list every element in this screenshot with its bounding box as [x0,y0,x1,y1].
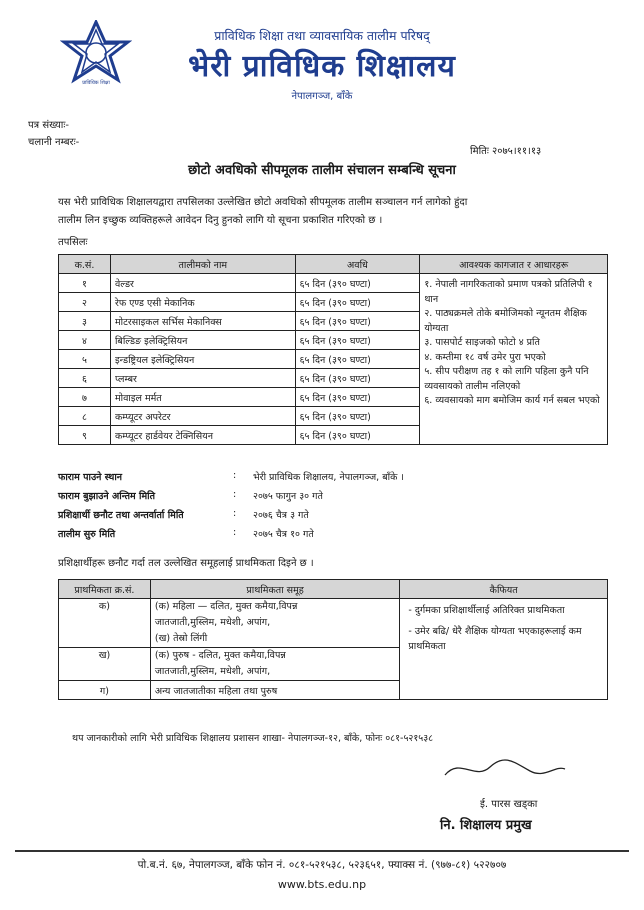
signature-scribble [440,755,570,783]
intro-line: तालीम लिन इच्छुक व्यक्तिहरूले आवेदन दिनु हुनको लागि यो सूचना प्रकाशित गरिएको छ । [58,215,383,226]
contact-info: थप जानकारीको लागि भेरी प्राविधिक शिक्षालय प्रशासन शाखा- नेपालगञ्ज-१२, बाँके, फोनः ०८१-५२१५३८ [72,733,434,744]
row-sn: २ [59,293,111,312]
row-sn: ५ [59,350,111,369]
training-duration: ६५ दिन (३९० घण्टा) [295,369,420,388]
priority-table [58,579,608,700]
requirement-item: ४. कम्तीमा १८ वर्ष उमेर पुरा भएको [424,351,546,363]
training-duration: ६५ दिन (३९० घण्टा) [295,312,420,331]
table-header: प्राथमिकता समूह [150,580,400,599]
remarks-cell [400,599,608,700]
info-value: २०७५ चैत्र १० गते [253,529,314,540]
training-name: बिल्डिङ इलेक्ट्रिसियन [110,331,295,350]
table-header: क.सं. [59,255,111,274]
row-sn: ३ [59,312,111,331]
school-name: भेरी प्राविधिक शिक्षालय [188,49,456,84]
remark-item: - दुर्गमका प्रशिक्षार्थीलाई अतिरिक्त प्राथमिकता [408,605,565,616]
row-sn: ८ [59,407,111,426]
table-header: आवश्यक कागजात र आधारहरू [420,255,608,274]
table-header: तालीमको नाम [110,255,295,274]
info-row [58,508,618,526]
patra-sankhya: पत्र संख्याः- [28,120,70,131]
info-label: प्रशिक्षार्थी छनौट तथा अन्तर्वार्ता मिति [58,510,184,521]
training-name: प्लम्बर [110,369,295,388]
requirement-item: ३. पासपोर्ट साइजको फोटो ४ प्रति [424,337,540,348]
training-name: वेल्डर [110,274,295,293]
info-colon: : [233,527,237,538]
intro-paragraph [58,194,603,230]
info-list [58,470,618,560]
table-header: अवधि [295,255,420,274]
priority-group: अन्य जातजातीका महिला तथा पुरुष [150,681,400,700]
requirement-item: २. पाठ्यक्रमले तोके बमोजिमको न्यूनतम शैक्षिक योग्यता [424,308,587,334]
priority-line: जातजाती,मुस्लिम, मधेशी, अपांग, [154,617,271,628]
notice-subject: छोटो अवधिको सीपमूलक तालीम संचालन सम्बन्धि सूचना [188,163,456,178]
row-sn: १ [59,274,111,293]
priority-sn: क) [59,599,151,648]
info-value: भेरी प्राविधिक शिक्षालय, नेपालगञ्ज, बाँके । [253,472,405,483]
priority-intro: प्रशिक्षार्थीहरू छनौट गर्दा तल उल्लेखित समूहलाई प्राथमिकता दिइने छ । [58,558,314,569]
footer-address: पो.ब.नं. ६७, नेपालगञ्ज, बाँके फोन नं. ०८१-५२१५३८, ५२३६५१, फ्याक्स नं. (९७७-८१) ५२२७०७ [137,859,507,871]
info-value: २०७६ चैत्र ३ गते [253,510,309,521]
row-sn: ४ [59,331,111,350]
priority-sn: ख) [59,648,151,681]
info-row [58,527,618,545]
training-name: मोटरसाइकल सर्भिस मेकानिक्स [110,312,295,331]
info-colon: : [233,470,237,481]
row-sn: ६ [59,369,111,388]
school-location: नेपालगञ्ज, बाँके [291,91,353,102]
signatory-name: ई. पारस खड्का [480,799,538,810]
priority-line: (क) महिला — दलित, मुक्त कमैया,विपन्न [154,601,298,612]
info-value: २०७५ फागुन ३० गते [253,491,323,502]
remark-item: - उमेर बढि/ धेरै शैक्षिक योग्यता भएकाहरूलाई कम प्राथमिकता [408,626,582,652]
notice-date: मितिः २०७५।११।१३ [470,146,542,157]
training-duration: ६५ दिन (३९० घण्टा) [295,274,420,293]
table-header: कैफियत [400,580,608,599]
info-row [58,470,618,488]
table-row [59,274,608,293]
training-table [58,254,608,445]
tapasil-label: तपसिलः [58,237,88,248]
training-duration: ६५ दिन (३९० घण्टा) [295,350,420,369]
priority-line: (क) पुरुष - दलित, मुक्त कमैया,विपन्न [154,650,286,661]
training-duration: ६५ दिन (३९० घण्टा) [295,407,420,426]
row-sn: ९ [59,426,111,445]
training-duration: ६५ दिन (३९० घण्टा) [295,293,420,312]
priority-group [150,648,400,681]
training-duration: ६५ दिन (३९० घण्टा) [295,331,420,350]
info-label: फाराम बुझाउने अन्तिम मिति [58,491,156,502]
info-label: फाराम पाउने स्थान [58,472,123,483]
priority-sn: ग) [59,681,151,700]
priority-group [150,599,400,648]
requirements-cell [420,274,608,445]
intro-line: यस भेरी प्राविधिक शिक्षालयद्वारा तपसिलका उल्लेखित छोटो अवधिको सीपमूलक तालीम सञ्चालन गर्न लागेको हुंदा [58,197,468,208]
training-name: रेफ एण्ड एसी मेकानिक [110,293,295,312]
training-name: इन्डष्ट्रियल इलेक्ट्रिसियन [110,350,295,369]
footer-website: www.bts.edu.np [277,878,367,891]
signatory-title: नि. शिक्षालय प्रमुख [440,818,532,833]
chalani-number: चलानी नम्बरः- [28,137,80,148]
training-name: कम्प्यूटर हार्डवेयर टेक्निसियन [110,426,295,445]
training-name: कम्प्यूटर अपरेटर [110,407,295,426]
requirement-item: १. नेपाली नागरिकताको प्रमाण पत्रको प्रतिलिपी १ थान [424,279,593,305]
table-row [59,599,608,648]
council-name: प्राविधिक शिक्षा तथा व्यावसायिक तालीम परिषद् [214,28,430,43]
training-name: मोवाइल मर्मत [110,388,295,407]
info-label: तालीम सुरु मिति [58,529,116,540]
training-duration: ६५ दिन (३९० घण्टा) [295,388,420,407]
priority-line: जातजाती,मुस्लिम, मधेशी, अपांग, [154,666,271,677]
footer-divider [15,850,629,852]
info-row [58,489,618,507]
info-colon: : [233,508,237,519]
info-colon: : [233,489,237,500]
requirement-item: ५. सीप परीक्षण तह १ को लागि पहिला कुनै पनि व्यवसायको तालीम नलिएको [424,366,589,392]
training-duration: ६५ दिन (३९० घण्टा) [295,426,420,445]
priority-line: (ख) तेस्रो लिंगी [154,633,208,644]
logo-text: प्राविधिक शिक्षा [82,80,110,86]
requirement-item: ६. व्यवसायको माग बमोजिम कार्य गर्न सबल भएको [424,395,600,406]
row-sn: ७ [59,388,111,407]
table-header: प्राथमिकता क्र.सं. [59,580,151,599]
